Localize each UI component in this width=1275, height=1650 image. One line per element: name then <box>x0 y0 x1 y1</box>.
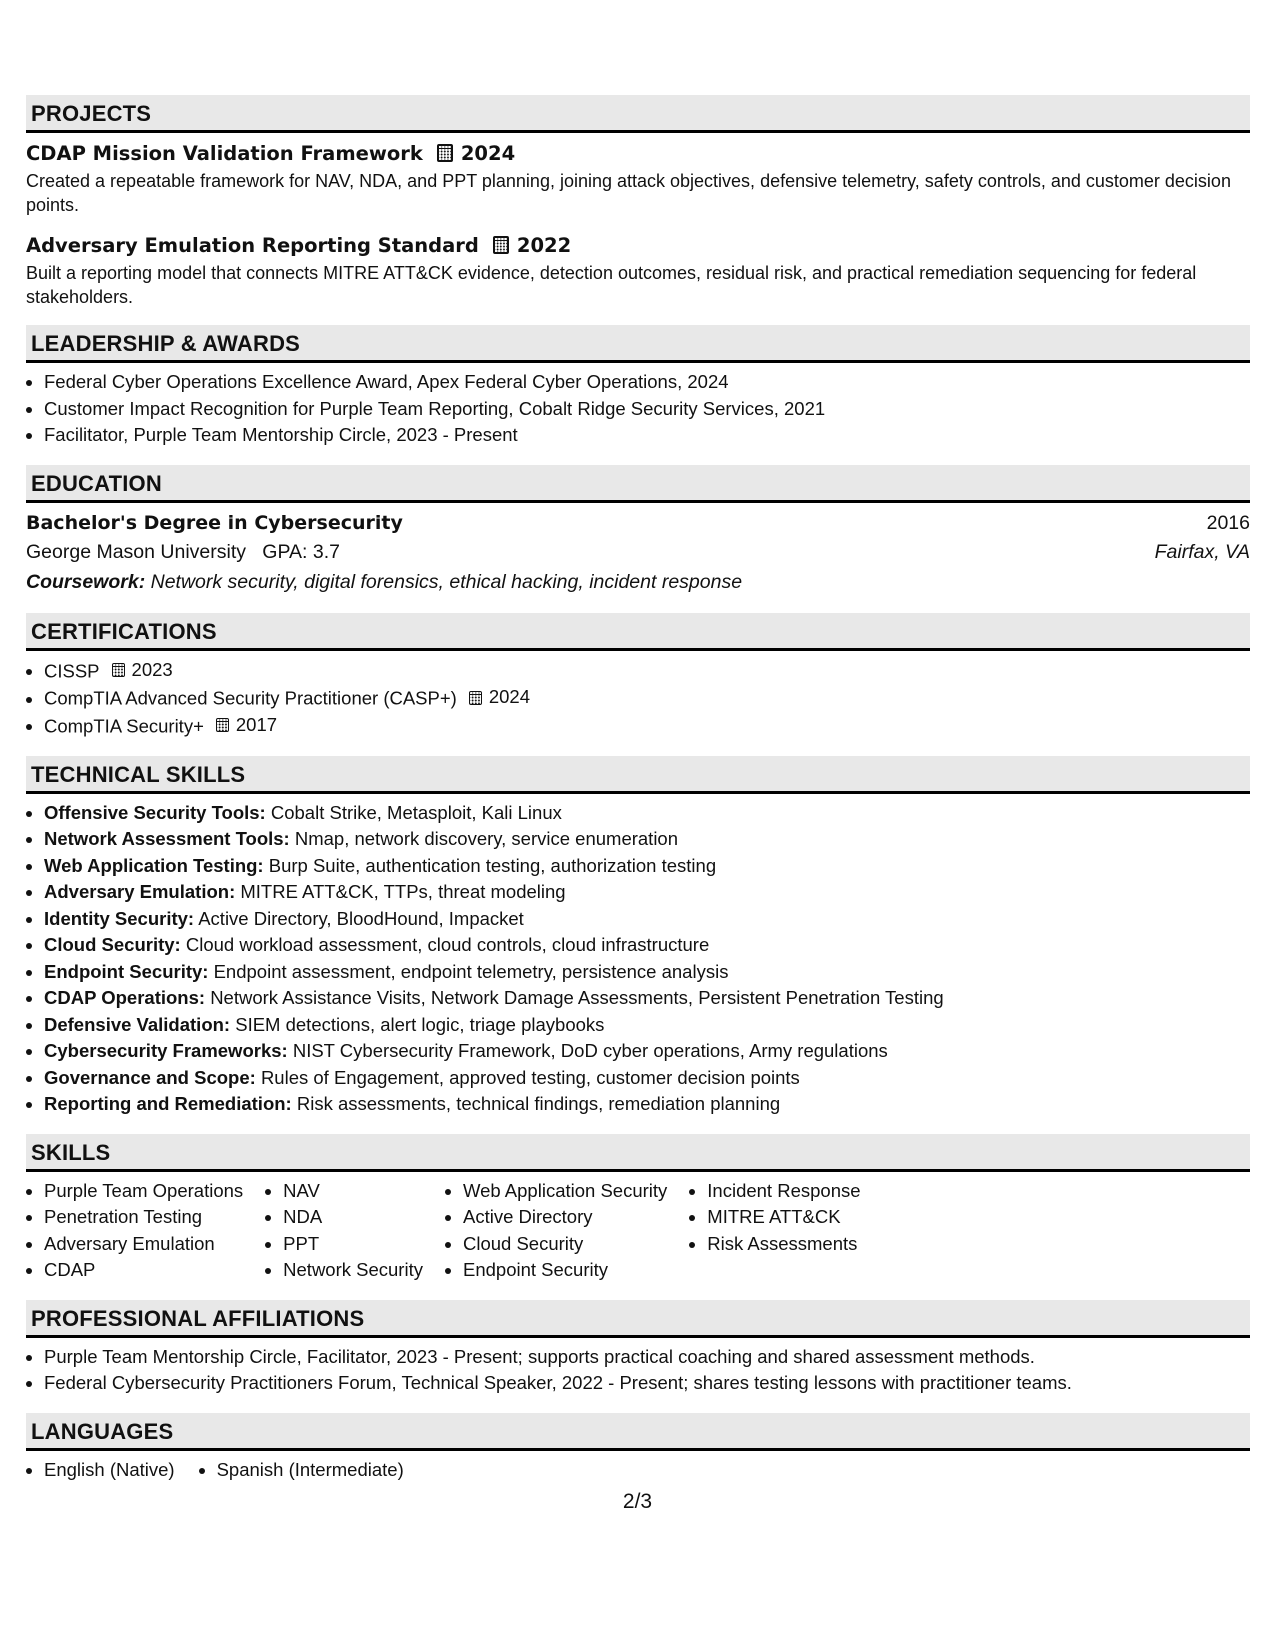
skill-item: • CDAP <box>44 1257 243 1284</box>
certification-item: • CISSP 2023 <box>44 657 1250 685</box>
language-item: • English (Native) <box>44 1457 175 1484</box>
tech-skill-item: • Identity Security: Active Directory, BloodHound, Impacket <box>44 906 1250 933</box>
projects-section <box>26 95 1250 309</box>
skill-item: • Adversary Emulation <box>44 1231 243 1258</box>
skills-column <box>26 1178 243 1284</box>
tech-skill-item: • Reporting and Remediation: Risk assessments, technical findings, remediation planning <box>44 1091 1250 1118</box>
tech-skill-item: • Cybersecurity Frameworks: NIST Cybersecurity Framework, DoD cyber operations, Army regulations <box>44 1038 1250 1065</box>
project-item <box>26 139 1250 217</box>
tech-skill-item: • Defensive Validation: SIEM detections, alert logic, triage playbooks <box>44 1012 1250 1039</box>
leadership-section <box>26 325 1250 449</box>
section-header-skills: SKILLS <box>26 1134 1250 1172</box>
coursework <box>26 567 1250 597</box>
project-name: Adversary Emulation Reporting Standard <box>26 233 479 257</box>
list-item: • Customer Impact Recognition for Purple Team Reporting, Cobalt Ridge Security Services, 2021 <box>44 396 1250 423</box>
gpa: GPA: 3.7 <box>262 540 340 563</box>
tech-skill-item: • Adversary Emulation: MITRE ATT&CK, TTPs, threat modeling <box>44 879 1250 906</box>
affiliation-item: • Federal Cybersecurity Practitioners Forum, Technical Speaker, 2022 - Present; shares testing lessons with practitioner teams. <box>44 1370 1250 1397</box>
skills-column <box>265 1178 423 1284</box>
section-header-affiliations: PROFESSIONAL AFFILIATIONS <box>26 1300 1250 1338</box>
tech-skill-item: • Offensive Security Tools: Cobalt Strike, Metasploit, Kali Linux <box>44 800 1250 827</box>
tech-skill-item: • Web Application Testing: Burp Suite, authentication testing, authorization testing <box>44 853 1250 880</box>
tech-skill-item: • CDAP Operations: Network Assistance Visits, Network Damage Assessments, Persistent Penetration Testing <box>44 985 1250 1012</box>
project-description: Built a reporting model that connects MITRE ATT&CK evidence, detection outcomes, residual risk, and practical remediation sequencing for federal stakeholders. <box>26 263 1197 307</box>
project-name: CDAP Mission Validation Framework <box>26 141 423 165</box>
school-name: George Mason University <box>26 540 247 563</box>
skill-item: • Incident Response <box>707 1178 860 1205</box>
technical-skills-section <box>26 756 1250 1118</box>
section-header-technical-skills: TECHNICAL SKILLS <box>26 756 1250 794</box>
section-header-certifications: CERTIFICATIONS <box>26 613 1250 651</box>
degree: Bachelor's Degree in Cybersecurity <box>26 511 403 534</box>
skill-item: • Risk Assessments <box>707 1231 860 1258</box>
skill-item: • NAV <box>283 1178 423 1205</box>
certification-item: • CompTIA Advanced Security Practitioner (CASP+) 2024 <box>44 684 1250 712</box>
section-header-languages: LANGUAGES <box>26 1413 1250 1451</box>
graduation-year: 2016 <box>1206 511 1250 534</box>
project-item <box>26 231 1250 309</box>
skill-item: • Endpoint Security <box>463 1257 667 1284</box>
languages-section <box>26 1413 1250 1484</box>
certifications-section <box>26 613 1250 740</box>
calendar-icon <box>112 663 125 677</box>
tech-skill-item: • Governance and Scope: Rules of Engagement, approved testing, customer decision points <box>44 1065 1250 1092</box>
calendar-icon <box>216 718 229 732</box>
skill-item: • PPT <box>283 1231 423 1258</box>
calendar-icon <box>493 236 509 254</box>
skills-column <box>445 1178 667 1284</box>
page-number: 2/3 <box>622 1490 653 1513</box>
project-date: 2024 <box>460 141 516 165</box>
skills-section <box>26 1134 1250 1284</box>
tech-skill-item: • Network Assessment Tools: Nmap, network discovery, service enumeration <box>44 826 1250 853</box>
section-header-leadership: LEADERSHIP & AWARDS <box>26 325 1250 363</box>
skill-item: • NDA <box>283 1204 423 1231</box>
list-item: • Facilitator, Purple Team Mentorship Circle, 2023 - Present <box>44 422 1250 449</box>
project-date: 2022 <box>516 233 572 257</box>
section-header-education: EDUCATION <box>26 465 1250 503</box>
project-description: Created a repeatable framework for NAV, NDA, and PPT planning, joining attack objectives, defensive telemetry, safety controls, and customer decision points. <box>26 171 1231 215</box>
calendar-icon <box>469 691 482 705</box>
skill-item: • MITRE ATT&CK <box>707 1204 860 1231</box>
skills-column <box>689 1178 860 1284</box>
skill-item: • Penetration Testing <box>44 1204 243 1231</box>
section-header-projects: PROJECTS <box>26 95 1250 133</box>
calendar-icon <box>437 144 453 162</box>
affiliations-section <box>26 1300 1250 1397</box>
skill-item: • Purple Team Operations <box>44 1178 243 1205</box>
education-section <box>26 465 1250 597</box>
skill-item: • Cloud Security <box>463 1231 667 1258</box>
skill-item: • Active Directory <box>463 1204 667 1231</box>
language-item: • Spanish (Intermediate) <box>217 1457 404 1484</box>
school-location: Fairfax, VA <box>1154 540 1250 563</box>
tech-skill-item: • Endpoint Security: Endpoint assessment, endpoint telemetry, persistence analysis <box>44 959 1250 986</box>
certification-item: • CompTIA Security+ 2017 <box>44 712 1250 740</box>
affiliation-item: • Purple Team Mentorship Circle, Facilitator, 2023 - Present; supports practical coaching and shared assessment methods. <box>44 1344 1250 1371</box>
coursework-label: Coursework: <box>26 570 146 593</box>
list-item: • Federal Cyber Operations Excellence Award, Apex Federal Cyber Operations, 2024 <box>44 369 1250 396</box>
tech-skill-item: • Cloud Security: Cloud workload assessment, cloud controls, cloud infrastructure <box>44 932 1250 959</box>
coursework-list: Network security, digital forensics, ethical hacking, incident response <box>150 570 743 593</box>
skill-item: • Web Application Security <box>463 1178 667 1205</box>
skill-item: • Network Security <box>283 1257 423 1284</box>
resume-page <box>26 95 1250 1499</box>
